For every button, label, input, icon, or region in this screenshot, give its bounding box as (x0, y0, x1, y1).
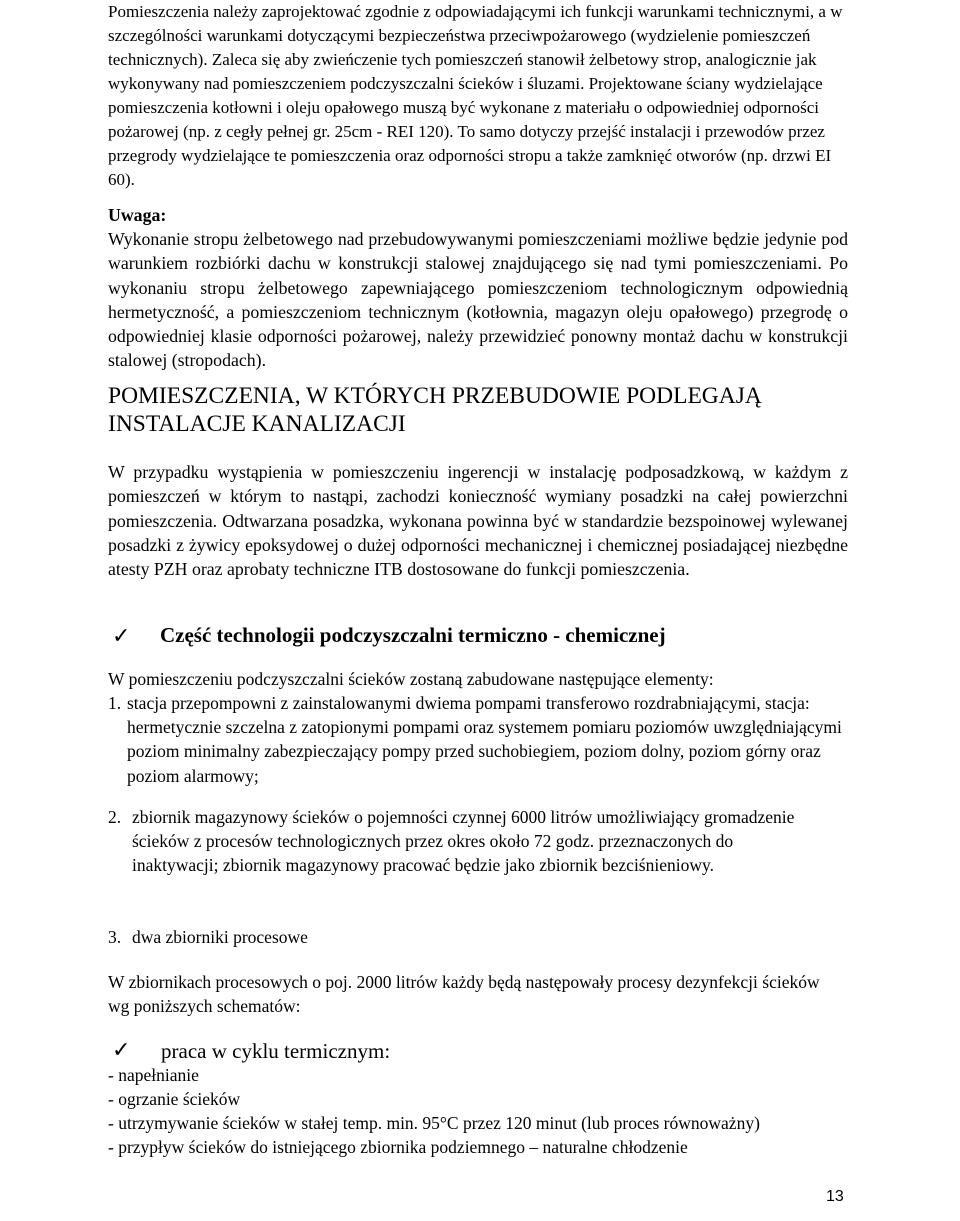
process-step: - ogrzanie ścieków (108, 1089, 241, 1109)
process-steps-list (108, 1063, 868, 1159)
process-step: - przypływ ścieków do istniejącego zbiornika podziemnego – naturalne chłodzenie (108, 1137, 688, 1157)
list-item-number: 2. (108, 807, 122, 827)
subsection-heading-thermal-cycle: praca w cyklu termicznym: (161, 1039, 391, 1063)
list-item-text: stacja przepompowni z zainstalowanymi dwiema pompami transferowo rozdrabniającymi, stacja: hermetycznie szczelna z zatopionymi pompami oraz systemem pomiaru poziomów uwzględniającymi poziom minimalny zabezpieczający pompy przed suchobiegiem, poziom dolny, poziom górny oraz poziom alarmowy; (127, 693, 842, 786)
list-item-number: 1. (108, 693, 122, 713)
subsection-heading-technology: Część technologii podczyszczalni termiczno - chemicznej (160, 623, 666, 647)
list-item-text: zbiornik magazynowy ścieków o pojemności czynnej 6000 litrów umożliwiający gromadzenie ścieków z procesów technologicznych przez okres około 72 godz. przeznaczonych do inaktywacji; zbiornik magazynowy pracować będzie jako zbiornik bezciśnieniowy. (132, 807, 795, 876)
list-item-text: dwa zbiorniki procesowe (132, 927, 308, 947)
checkmark-icon: ✓ (112, 623, 131, 648)
section-heading-sewage-installations: POMIESZCZENIA, W KTÓRYCH PRZEBUDOWIE PODLEGAJĄ INSTALACJE KANALIZACJI (108, 383, 762, 437)
process-step: - utrzymywanie ścieków w stałej temp. min. 95°C przez 120 minut (lub proces równoważny) (108, 1113, 760, 1133)
list-item-number: 3. (108, 927, 122, 947)
checkmark-icon: ✓ (112, 1037, 131, 1062)
process-step: - napełnianie (108, 1065, 199, 1085)
paragraph-process-tanks: W zbiornikach procesowych o poj. 2000 litrów każdy będą następowały procesy dezynfekcji ścieków wg poniższych schematów: (108, 972, 820, 1016)
note-label: Uwaga: (108, 205, 167, 225)
paragraph-floor-replacement: W przypadku wystąpienia w pomieszczeniu ingerencji w instalację podposadzkową, w każdym z pomieszczeń w którym to nastąpi, zachodzi konieczność wymiany posadzki na całej powierzchni pomieszczenia. Odtwarzana posadzka, wykonana powinna być w standardzie bezspoinowej wylewanej posadzki z żywicy epoksydowej o dużej odporności mechanicznej i chemicznej posiadającej niezbędne atesty PZH oraz aprobaty techniczne ITB dostosowane do funkcji pomieszczenia. (108, 462, 848, 580)
paragraph-note (108, 203, 848, 372)
page-number: 13 (826, 1188, 844, 1205)
paragraph-fire-safety: Pomieszczenia należy zaprojektować zgodnie z odpowiadającymi ich funkcji warunkami technicznymi, a w szczególności warunkami dotyczącymi bezpieczeństwa przeciwpożarowego (wydzielenie pomieszczeń technicznych). Zaleca się aby zwieńczenie tych pomieszczeń stanowił żelbetowy strop, analogicznie jak wykonywany nad pomieszczeniem podczyszczalni ścieków i śluzami. Projektowane ściany wydzielające pomieszczenia kotłowni i oleju opałowego muszą być wykonane z materiału o odpowiedniej odporności pożarowej (np. z cegły pełnej gr. 25cm - REI 120). To samo dotyczy przejść instalacji i przewodów przez przegrody wydzielające te pomieszczenia oraz odporności stropu a także zamknięć otworów (np. drzwi EI 60). (108, 2, 843, 189)
note-text: Wykonanie stropu żelbetowego nad przebudowywanymi pomieszczeniami możliwe będzie jedynie pod warunkiem rozbiórki dachu w konstrukcji stalowej znajdującego się nad tymi pomieszczeniami. Po wykonaniu stropu żelbetowego zapewniającego pomieszczeniom technologicznym odpowiednią hermetyczność, a pomieszczeniom technicznym (kotłownia, magazyn oleju opałowego) przegrodę o odpowiedniej klasie odporności pożarowej, należy przewidzieć ponowny montaż dachu w konstrukcji stalowej (stropodach). (108, 229, 848, 371)
paragraph-elements-intro: W pomieszczeniu podczyszczalni ścieków zostaną zabudowane następujące elementy: (108, 669, 714, 689)
